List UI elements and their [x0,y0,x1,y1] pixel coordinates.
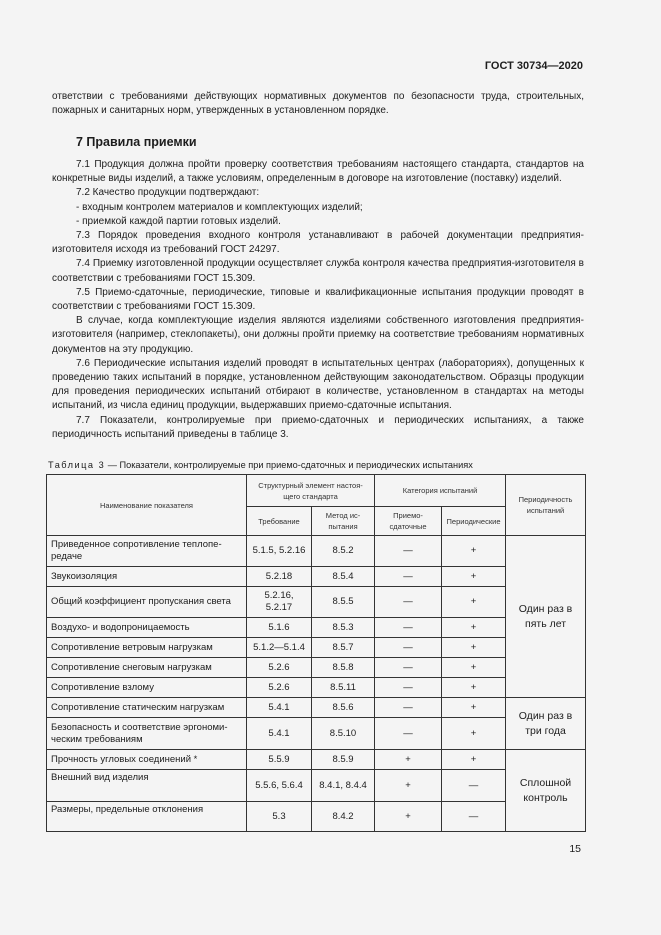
row-acc: — [375,536,442,567]
row-acc: + [375,750,442,770]
row-name: Сопротивление снеговым нагрузкам [47,658,247,678]
paragraph-7-6: 7.6 Периодические испытания изделий проводят в испытательных центрах (лабораториях), допущенных к проведению таких испытаний в порядке, установленном действующим законодательством. Образцы продукции для проведения периодических испытаний отбирают в количестве, установленном в стандартах на методы испытаний, из числа единиц продукции, выдержавших приемо-сдаточные испытания. [52,357,584,412]
paragraph-7-5: 7.5 Приемо-сдаточные, периодические, типовые и квалификационные испытания продукции проводят в соответствии с требованиями ГОСТ 15.309. [52,286,584,313]
paragraph-7-2: 7.2 Качество продукции подтверждают: [76,187,260,199]
table-row [47,770,586,802]
page-number: 15 [569,843,581,855]
intro-paragraph: ответствии с требованиями действующих нормативных документов по безопасности труда, строительных, пожарных и санитарных норм, утвержденных в установленном порядке. [52,91,584,117]
row-name: Внешний вид изделия [47,770,247,802]
paragraph-7-3: 7.3 Порядок проведения входного контроля устанавливают в рабочей документации предприятия-изготовителя исходя из требований ГОСТ 24297. [52,230,584,256]
indicators-table [46,474,586,832]
row-acc: — [375,698,442,718]
row-req: 5.5.9 [247,750,312,770]
row-name: Приведенное сопротивление теплопередаче [47,536,247,567]
row-method: 8.5.2 [312,536,375,567]
row-acc: + [375,770,442,802]
row-name: Сопротивление статическим нагрузкам [47,698,247,718]
row-method: 8.5.3 [312,618,375,638]
row-per: + [442,618,506,638]
header-periodic: Периодические [442,507,506,536]
section-title: 7 Правила приемки [76,135,197,149]
row-req: 5.2.6 [247,658,312,678]
row-per: — [442,770,506,802]
row-per: + [442,638,506,658]
table-row [47,536,586,567]
row-per: + [442,698,506,718]
row-method: 8.5.5 [312,587,375,618]
header-struct: Структурный элемент настоящего стандарта [247,475,375,507]
table-row [47,658,586,678]
row-method: 8.4.2 [312,802,375,832]
table-row [47,567,586,587]
row-acc: — [375,567,442,587]
section-body [52,158,584,442]
row-name: Прочность угловых соединений * [47,750,247,770]
row-per: — [442,802,506,832]
row-per: + [442,658,506,678]
row-req: 5.3 [247,802,312,832]
header-category: Категория испытаний [375,475,506,507]
row-method: 8.5.11 [312,678,375,698]
table-row [47,638,586,658]
table-row [47,618,586,638]
row-req: 5.2.18 [247,567,312,587]
paragraph-7-7: 7.7 Показатели, контролируемые при приемо-сдаточных и периодических испытаниях, а также периодичность испытаний приведены в таблице 3. [52,414,584,440]
row-req: 5.4.1 [247,698,312,718]
periodicity-continuous: Сплошной контроль [506,750,586,832]
row-req: 5.4.1 [247,718,312,750]
table-row [47,750,586,770]
row-per: + [442,750,506,770]
table-row [47,718,586,750]
standard-code: ГОСТ 30734—2020 [484,60,583,72]
row-acc: — [375,658,442,678]
paragraph-7-1: 7.1 Продукция должна пройти проверку соответствия требованиям настоящего стандарта, стандартов на конкретные виды изделий, а также условиям, определенным в договоре на изготовление (поставку) изделий. [52,159,584,185]
paragraph-7-5-note: В случае, когда комплектующие изделия являются изделиями собственного изготовления предприятия-изготовителя (например, стеклопакеты), они должны пройти приемку на соответствие требованиям нормативных документов на эту продукцию. [52,315,584,355]
row-name: Размеры, предельные отклонения [47,802,247,832]
header-periodicity: Периодичность испытаний [506,475,586,536]
row-per: + [442,587,506,618]
row-req: 5.2.16, 5.2.17 [247,587,312,618]
row-method: 8.5.9 [312,750,375,770]
row-method: 8.5.7 [312,638,375,658]
table-caption-text: — Показатели, контролируемые при приемо-сдаточных и периодических испытаниях [105,460,473,470]
row-method: 8.5.4 [312,567,375,587]
row-per: + [442,536,506,567]
table-row [47,698,586,718]
row-name: Воздухо- и водопроницаемость [47,618,247,638]
table-row [47,802,586,832]
row-acc: — [375,618,442,638]
periodicity-3y: Один раз в три года [506,698,586,750]
header-requirement: Требование [247,507,312,536]
row-acc: — [375,587,442,618]
row-req: 5.2.6 [247,678,312,698]
row-req: 5.5.6, 5.6.4 [247,770,312,802]
header-acceptance: Приемо-сдаточные [375,507,442,536]
row-name: Звукоизоляция [47,567,247,587]
row-per: + [442,718,506,750]
row-req: 5.1.5, 5.2.16 [247,536,312,567]
row-acc: + [375,802,442,832]
header-method: Метод испытания [312,507,375,536]
row-acc: — [375,678,442,698]
list-item: - приемкой каждой партии готовых изделий. [76,215,281,227]
periodicity-5y: Один раз в пять лет [506,536,586,698]
row-method: 8.4.1, 8.4.4 [312,770,375,802]
table-caption-label: Таблица 3 [48,460,106,470]
row-name: Безопасность и соответствие эргономическим требованиям [47,718,247,750]
table-caption [48,460,473,470]
list-item: - входным контролем материалов и комплектующих изделий; [76,201,363,213]
row-method: 8.5.8 [312,658,375,678]
table-row [47,587,586,618]
row-name: Сопротивление взлому [47,678,247,698]
row-req: 5.1.2—5.1.4 [247,638,312,658]
row-method: 8.5.6 [312,698,375,718]
row-method: 8.5.10 [312,718,375,750]
paragraph-7-4: 7.4 Приемку изготовленной продукции осуществляет служба контроля качества предприятия-изготовителя в соответствии с требованиями ГОСТ 15.309. [52,258,584,284]
row-per: + [442,678,506,698]
row-name: Сопротивление ветровым нагрузкам [47,638,247,658]
row-name: Общий коэффициент пропускания света [47,587,247,618]
table-row [47,678,586,698]
row-req: 5.1.6 [247,618,312,638]
row-per: + [442,567,506,587]
header-name: Наименование показателя [47,475,247,536]
row-acc: — [375,718,442,750]
row-acc: — [375,638,442,658]
